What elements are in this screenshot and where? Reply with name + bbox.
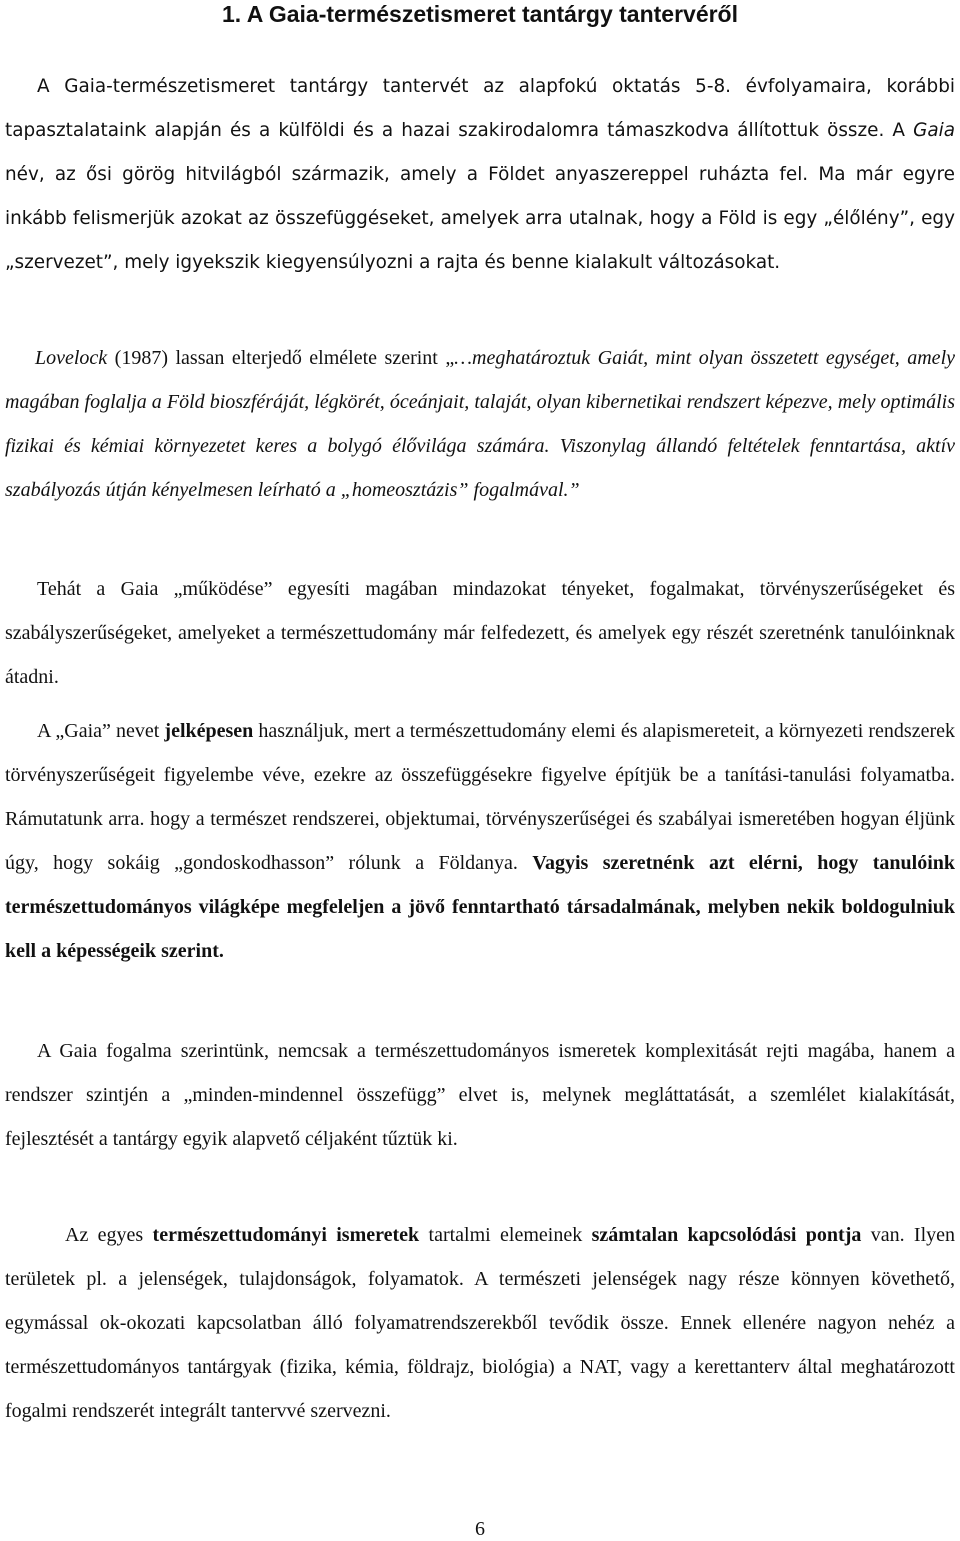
lovelock-quote: …meghatároztuk Gaiát, mint olyan összetett egységet, amely magában foglalja a Föld bioszféráját, légkörét, óceánjait, talaját, olyan kibernetikai rendszert képezve, mely optimális fizikai és kémiai környezetet keres a bolygó élővilága számára. Viszonylag állandó feltételek fenntartása, aktív szabályozás útján kényelmesen leírható a „homeosztázis” fogalmával.” — [5, 347, 955, 501]
paragraph-intro — [5, 65, 955, 285]
egyes-bold-2: számtalan kapcsolódási pontja — [591, 1224, 862, 1246]
gaia-name-middle: használjuk, mert a természettudomány elemi és alapismereteit, a környezeti rendszerek törvényszerűségeit figyelembe véve, ezekre az összefüggésekre figyelve építjük be a tanítási-tanulási folyamatba. Rámutatunk arra. hogy a természet rendszerei, objektumai, törvényszerűségei és szabályai ismeretében hogyan éljünk úgy, hogy sokáig „gondoskodhasson” rólunk a Földanya. — [5, 720, 955, 874]
page-number: 6 — [475, 1518, 485, 1540]
paragraph-tehat — [5, 567, 955, 699]
intro-text-end: név, az ősi görög hitvilágból származik, amely a Földet anyaszereppel ruházta fel. Ma már egyre inkább felismerjük azokat az összefüggéseket, amelyek arra utalnak, hogy a Föld is egy „élőlény”, egy „szervezet”, mely igyekszik kiegyensúlyozni a rajta és benne kialakult változásokat. — [5, 164, 955, 273]
egyes-bold-1: természettudományi ismeretek — [152, 1224, 420, 1246]
page-title: 1. A Gaia-természetismeret tantárgy tantervéről — [222, 1, 738, 27]
paragraph-lovelock — [5, 336, 955, 512]
egyes-text-2: tartalmi elemeinek — [419, 1224, 592, 1246]
intro-text-start: A Gaia-természetismeret tantárgy tantervét az alapfokú oktatás 5-8. évfolyamaira, korábbi tapasztalataink alapján és a külföldi és a hazai szakirodalomra támaszkodva állítottuk össze. A — [5, 76, 955, 141]
egyes-text-3: van. Ilyen területek pl. a jelenségek, tulajdonságok, folyamatok. A természeti jelenségek nagy része könnyen követhető, egymással ok-okozati kapcsolatban álló folyamatrendszerekből tevődik össze. Ennek ellenére nagyon nehéz a természettudományos tantárgyak (fizika, kémia, földrajz, biológia) a NAT, vagy a kerettanterv által meghatározott fogalmi rendszerét integrált tantervvé szervezni. — [5, 1224, 956, 1422]
gaia-name-bold-goal: Vagyis szeretnénk azt elérni, hogy tanulóink természettudományos világképe megfeleljen a jövő fenntartható társadalmának, melyben nekik boldogulniuk kell a képességeik szerint. — [5, 852, 955, 962]
lovelock-middle: (1987) lassan elterjedő elmélete szerint „ — [107, 347, 455, 369]
egyes-text-1: Az egyes — [65, 1224, 153, 1246]
lovelock-author: Lovelock — [35, 347, 108, 369]
intro-gaia-italic: Gaia — [913, 120, 955, 141]
tehat-text: Tehát a Gaia „működése” egyesíti magában mindazokat tényeket, fogalmakat, törvényszerűségeket és szabályszerűségeket, amelyeket a természettudomány már felfedezett, és amelyek egy részét szeretnénk tanulóinknak átadni. — [5, 578, 955, 688]
paragraph-gaia-name — [5, 709, 955, 973]
gaia-name-bold-symbolic: jelképesen — [164, 720, 254, 742]
paragraph-egyes — [5, 1213, 955, 1433]
paragraph-fogalma — [5, 1029, 955, 1161]
fogalma-text: A Gaia fogalma szerintünk, nemcsak a természettudományos ismeretek komplexitását rejti magába, hanem a rendszer szintjén a „minden-mindennel összefügg” elvet is, melynek megláttatását, a szemlélet kialakítását, fejlesztését a tantárgy egyik alapvető céljaként tűztük ki. — [5, 1040, 955, 1150]
gaia-name-start: A „Gaia” nevet — [37, 720, 165, 742]
